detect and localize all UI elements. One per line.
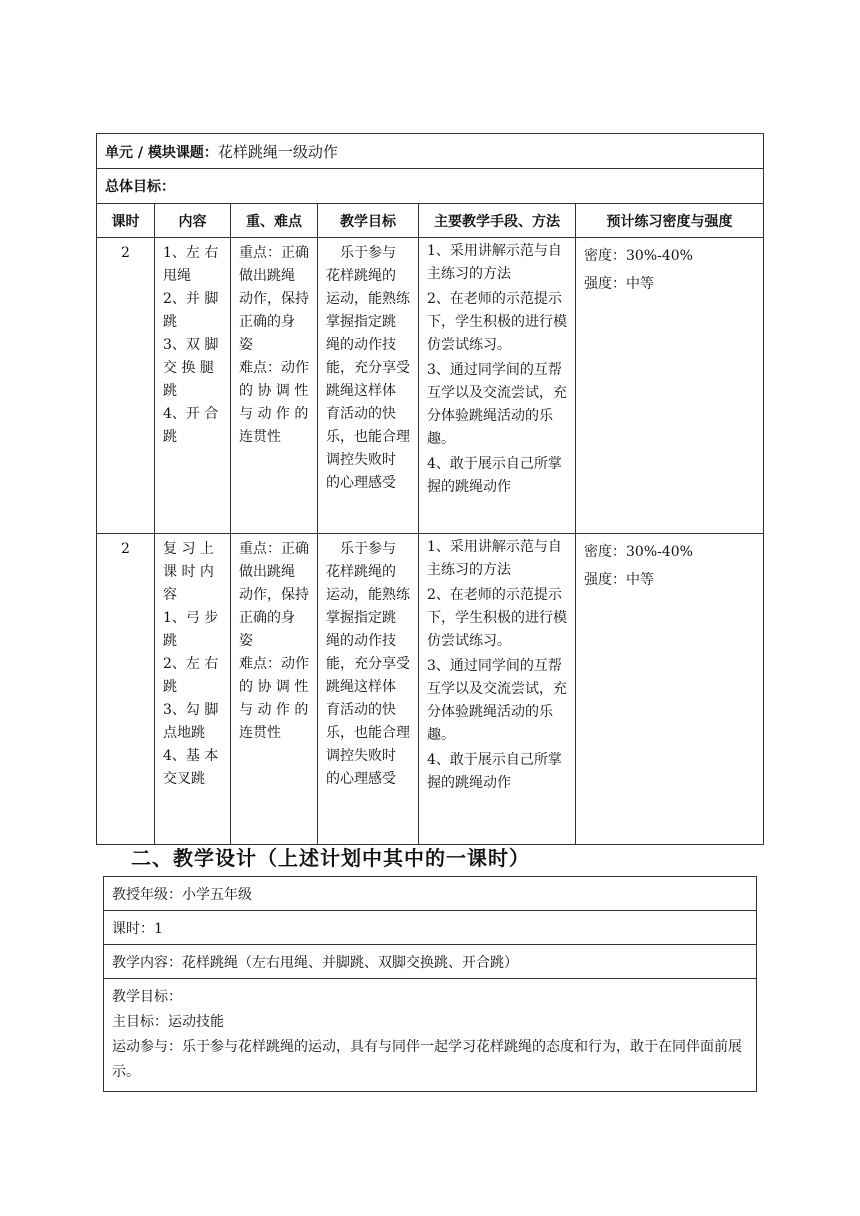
methods-list bbox=[419, 238, 575, 499]
grade-row bbox=[104, 877, 757, 911]
header-objective: 教学目标 bbox=[318, 204, 419, 238]
lesson-content-cell bbox=[155, 238, 231, 534]
method-item: 4、敢于展示自己所掌握的跳绳动作 bbox=[427, 456, 562, 495]
overall-goal-label: 总体目标： bbox=[105, 179, 175, 195]
lesson-objective: 乐于参与 花样跳绳的 运动，能熟练 掌握指定跳 绳的动作技 能，充分享受 跳绳这样体 育活动的快 乐，也能合理 调控失败时 的心理感受 bbox=[326, 541, 410, 787]
lesson-keypoints-cell bbox=[231, 238, 318, 534]
period-row bbox=[104, 911, 757, 945]
unit-plan-table bbox=[96, 133, 764, 845]
objectives-label: 教学目标： bbox=[112, 989, 182, 1005]
unit-title-value: 花样跳绳一级动作 bbox=[217, 142, 338, 161]
lesson-keypoints-cell bbox=[231, 534, 318, 845]
objectives-row bbox=[104, 979, 757, 1092]
period-cell: 课时：1 bbox=[104, 911, 757, 945]
lesson-content-cell bbox=[155, 534, 231, 845]
lesson-hours-cell bbox=[97, 534, 155, 845]
lesson-content: 复 习 上 课 时 内 容 1、弓 步 跳 2、左 右 跳 3、勾 脚 点地跳 4、基 本 交叉跳 bbox=[163, 541, 219, 787]
unit-title-label: 单元 / 模块课题： bbox=[105, 144, 218, 161]
density-value: 密度：30%-40% bbox=[584, 544, 693, 560]
method-item: 2、在老师的示范提示下，学生积极的进行模仿尝试练习。 bbox=[427, 587, 567, 649]
unit-title-cell bbox=[97, 134, 764, 169]
overall-goal-row bbox=[97, 169, 764, 204]
unit-title-row bbox=[97, 134, 764, 169]
method-item: 3、通过同学间的互帮互学以及交流尝试，充分体验跳绳活动的乐趣。 bbox=[427, 362, 567, 447]
participation-goal: 运动参与：乐于参与花样跳绳的运动，具有与同伴一起学习花样跳绳的态度和行为，敢于在同伴面前展示。 bbox=[112, 1039, 742, 1080]
content-cell: 教学内容：花样跳绳（左右甩绳、并脚跳、双脚交换跳、开合跳） bbox=[104, 945, 757, 979]
method-item: 1、采用讲解示范与自主练习的方法 bbox=[427, 539, 562, 578]
main-goal: 主目标：运动技能 bbox=[112, 1014, 224, 1030]
header-hours: 课时 bbox=[97, 204, 155, 238]
lesson-keypoints: 重点：正确 做出跳绳 动作，保持 正确的身 姿 难点：动作 的 协 调 性 与 动 作 的 连贯性 bbox=[239, 245, 309, 445]
content-row bbox=[104, 945, 757, 979]
table-row bbox=[97, 534, 764, 845]
lesson-hours-cell bbox=[97, 238, 155, 534]
lesson-methods-cell bbox=[419, 238, 576, 534]
lesson-content: 1、左 右 甩绳 2、并 脚 跳 3、双 脚 交 换 腿 跳 4、开 合 跳 bbox=[163, 245, 219, 445]
lesson-density-cell bbox=[576, 238, 764, 534]
lesson-objective-cell bbox=[318, 238, 419, 534]
intensity-value: 强度：中等 bbox=[584, 572, 654, 588]
lesson-methods-cell bbox=[419, 534, 576, 845]
method-item: 3、通过同学间的互帮互学以及交流尝试，充分体验跳绳活动的乐趣。 bbox=[427, 658, 567, 743]
section-heading: 二、教学设计（上述计划中其中的一课时） bbox=[131, 846, 530, 870]
method-item: 4、敢于展示自己所掌握的跳绳动作 bbox=[427, 752, 562, 791]
lesson-objective: 乐于参与 花样跳绳的 运动，能熟练 掌握指定跳 绳的动作技 能，充分享受 跳绳这样体 育活动的快 乐，也能合理 调控失败时 的心理感受 bbox=[326, 245, 410, 491]
table-header-row bbox=[97, 204, 764, 238]
objectives-cell bbox=[104, 979, 757, 1092]
methods-list bbox=[419, 534, 575, 795]
header-content: 内容 bbox=[155, 204, 231, 238]
grade-cell: 教授年级：小学五年级 bbox=[104, 877, 757, 911]
header-density: 预计练习密度与强度 bbox=[576, 204, 764, 238]
teaching-design-table bbox=[103, 876, 757, 1092]
lesson-hours: 2 bbox=[121, 541, 130, 557]
lesson-keypoints: 重点：正确 做出跳绳 动作，保持 正确的身 姿 难点：动作 的 协 调 性 与 动 作 的 连贯性 bbox=[239, 541, 309, 741]
method-item: 2、在老师的示范提示下，学生积极的进行模仿尝试练习。 bbox=[427, 291, 567, 353]
header-methods: 主要教学手段、方法 bbox=[419, 204, 576, 238]
lesson-density-cell bbox=[576, 534, 764, 845]
method-item: 1、采用讲解示范与自主练习的方法 bbox=[427, 243, 562, 282]
overall-goal-cell bbox=[97, 169, 764, 204]
density-value: 密度：30%-40% bbox=[584, 248, 693, 264]
intensity-value: 强度：中等 bbox=[584, 276, 654, 292]
lesson-objective-cell bbox=[318, 534, 419, 845]
table-row bbox=[97, 238, 764, 534]
lesson-hours: 2 bbox=[121, 245, 130, 261]
header-keypoints: 重、难点 bbox=[231, 204, 318, 238]
